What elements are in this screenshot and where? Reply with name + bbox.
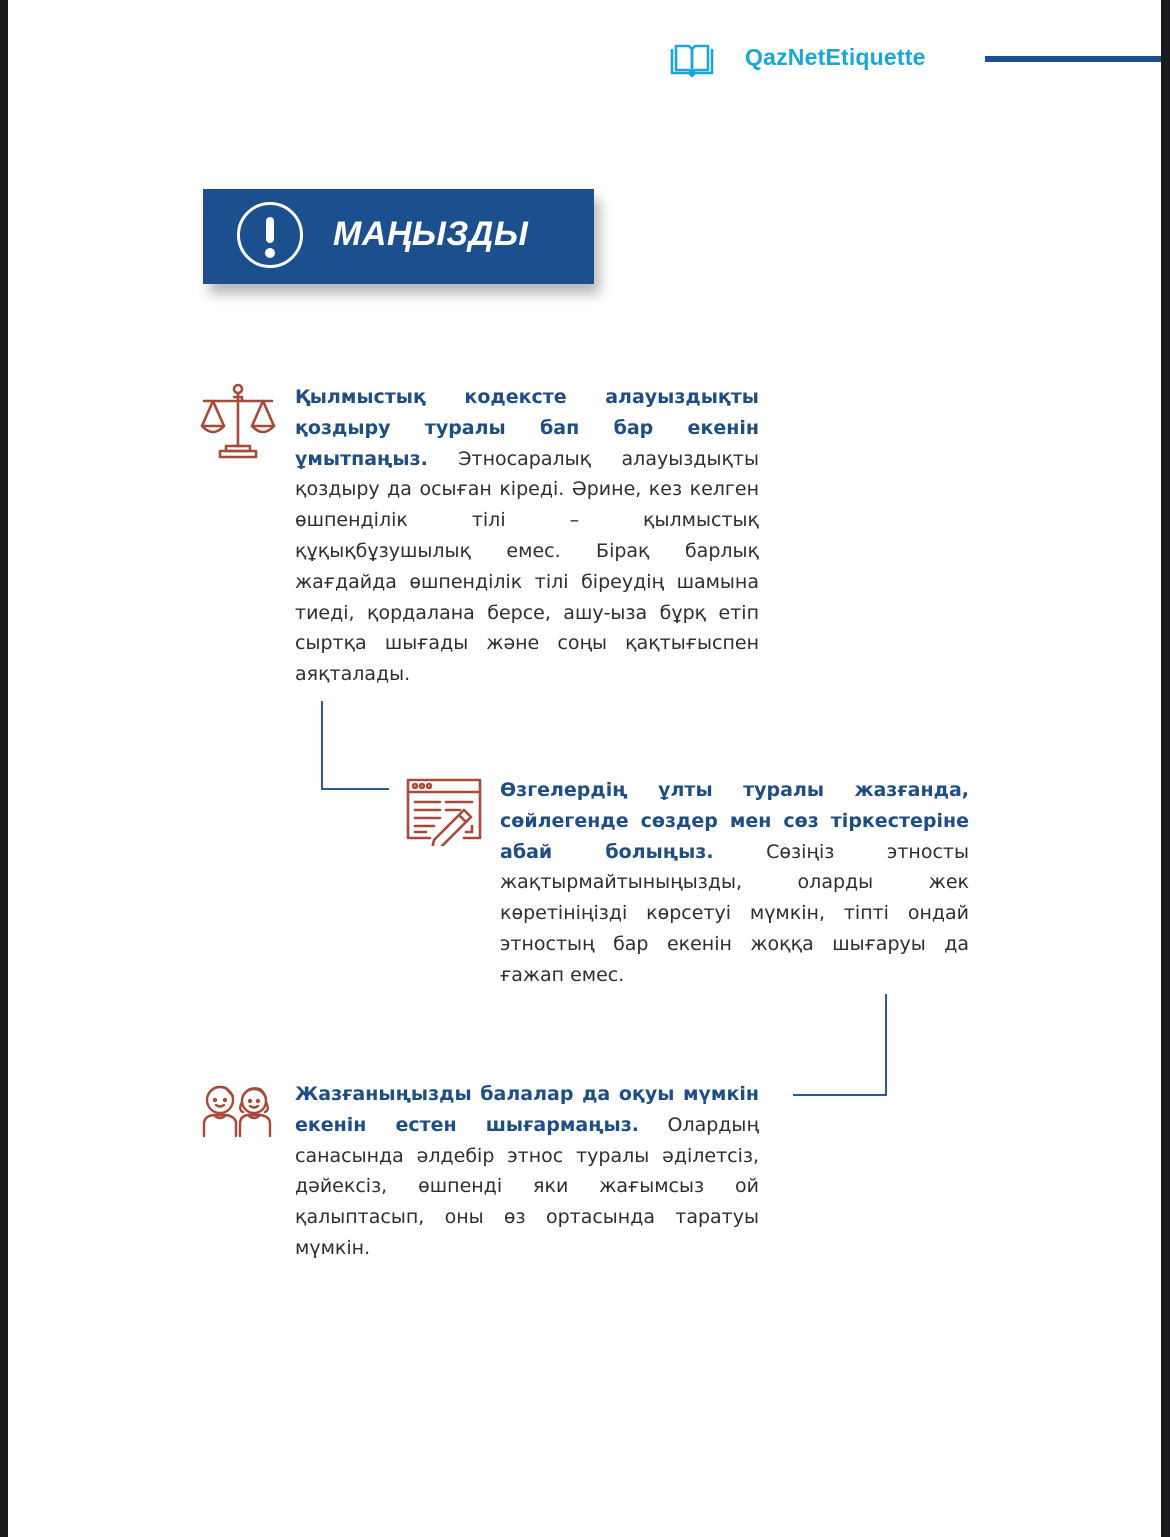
exclamation-circle-icon — [237, 202, 303, 268]
open-book-icon — [669, 44, 715, 78]
window-edge-left — [0, 0, 8, 1537]
brand-name: QazNetEtiquette — [745, 44, 926, 70]
tip-text-3 — [295, 1079, 759, 1264]
connector-line — [321, 788, 389, 790]
connector-line — [321, 701, 323, 789]
tip-text-1 — [295, 382, 759, 690]
tip-body-1: Этносаралық алауыздықты қоздыру да осыған кіреді. Әрине, кез келген өшпенділік тілі – қылмыстық құқықбұзушылық емес. Бірақ барлық жағдайда өшпенділік тілі біреудің шамына тиеді, қордалана берсе, ашу-ыза бұрқ етіп сыртқа шығады және соңы қақтығыспен аяқталады. — [295, 447, 759, 686]
connector-line — [885, 994, 887, 1096]
tip-text-2 — [500, 775, 969, 991]
tip-heading-2: Өзгелердің ұлты туралы жазғанда, сөйлегенде сөздер мен сөз тіркестеріне абай болыңыз. — [500, 779, 969, 863]
badge-title: МАҢЫЗДЫ — [333, 215, 529, 253]
important-badge — [203, 189, 594, 284]
header-rule — [985, 56, 1161, 62]
tip-body-2: Сөзіңіз этносты жақтырмайтыныңызды, оларды жек көретініңізді көрсетуі мүмкін, тіпті ондай этностың бар екенін жоққа шығаруы да ғажап емес. — [500, 840, 969, 986]
document-pencil-icon — [404, 776, 484, 846]
connector-line — [793, 1094, 887, 1096]
children-icon — [200, 1080, 276, 1138]
scales-of-justice-icon — [199, 382, 277, 460]
tip-heading-1: Қылмыстық кодексте алауыздықты қоздыру туралы бап бар екенін ұмытпаңыз. — [295, 386, 759, 470]
tip-body-3: Олардың санасында әлдебір этнос туралы әділетсіз, дәйексіз, өшпенді яки жағымсыз ой қалыптасып, оны өз ортасында таратуы мүмкін. — [295, 1113, 759, 1259]
window-edge-right — [1161, 0, 1170, 1537]
tip-heading-3: Жазғаныңызды балалар да оқуы мүмкін екенін естен шығармаңыз. — [295, 1083, 759, 1136]
